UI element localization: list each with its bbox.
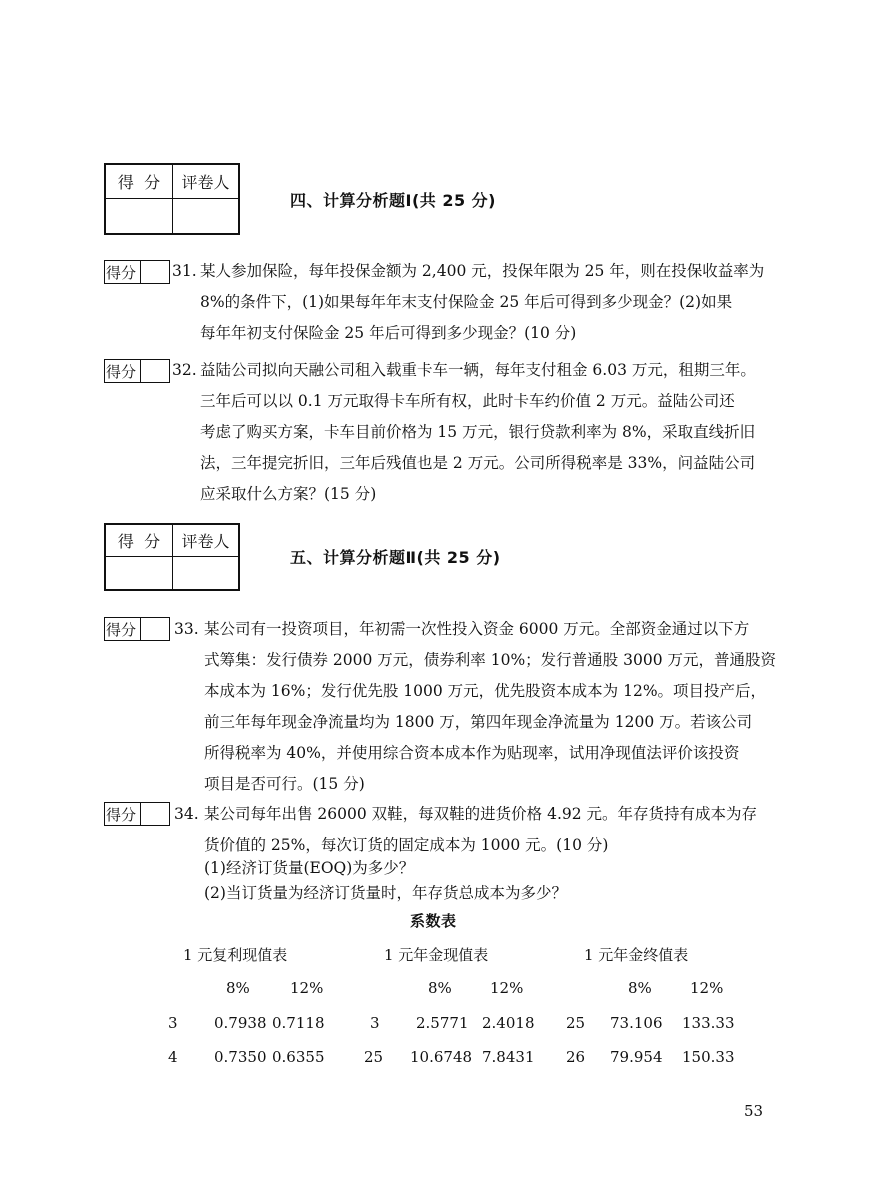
q33-line: 本成本为 16%；发行优先股 1000 万元，优先股资本成本为 12%。项目投产后， — [204, 682, 767, 700]
q32-line: 考虑了购买方案，卡车目前价格为 15 万元，银行贷款利率为 8%，采取直线折旧 — [200, 423, 756, 441]
q32-line: 法，三年提完折旧，三年后残值也是 2 万元。公司所得税率是 33%，问益陆公司 — [200, 454, 756, 472]
score-tag-box[interactable] — [140, 359, 170, 383]
value-cell: 7.8431 — [482, 1048, 535, 1066]
value-cell: 0.7938 — [214, 1014, 267, 1032]
value-cell: 73.106 — [610, 1014, 663, 1032]
q33-line: 所得税率为 40%，并使用综合资本成本作为贴现率，试用净现值法评价该投资 — [204, 744, 740, 762]
q33-line: 式筹集：发行债券 2000 万元，债券利率 10%；发行普通股 3000 万元，普通股资 — [204, 651, 776, 669]
value-cell: 133.33 — [682, 1014, 735, 1032]
score-cell[interactable] — [105, 556, 173, 590]
q34-sub2: (2)当订货量为经济订货量时，年存货总成本为多少？ — [204, 884, 567, 902]
q33-line: 某公司有一投资项目，年初需一次性投入资金 6000 万元。全部资金通过以下方 — [204, 620, 750, 638]
rate-header: 8% — [226, 979, 250, 997]
value-cell: 0.7350 — [214, 1048, 267, 1066]
rate-header: 12% — [490, 979, 524, 997]
score-tag-label: 得分 — [104, 617, 140, 641]
q31-number: 31. — [172, 262, 197, 280]
period-cell: 4 — [168, 1048, 178, 1066]
q32-line: 益陆公司拟向天融公司租入载重卡车一辆，每年支付租金 6.03 万元，租期三年。 — [200, 361, 756, 379]
score-label: 得 分 — [105, 164, 173, 198]
grader-cell[interactable] — [173, 198, 240, 234]
q34-line: 货价值的 25%，每次订货的固定成本为 1000 元。(10 分) — [204, 836, 609, 854]
coef-table-title: 系数表 — [410, 912, 457, 930]
score-label: 得 分 — [105, 524, 173, 556]
section5-title: 五、计算分析题Ⅱ(共 25 分) — [290, 548, 501, 567]
value-cell: 0.6355 — [272, 1048, 325, 1066]
score-tag-box[interactable] — [140, 802, 170, 826]
q34-number: 34. — [174, 805, 199, 823]
period-cell: 25 — [566, 1014, 586, 1032]
group-title: 1 元年金终值表 — [584, 946, 689, 964]
rate-header: 8% — [628, 979, 652, 997]
q33-text — [204, 614, 814, 800]
q33-line: 项目是否可行。(15 分) — [204, 775, 365, 793]
value-cell: 79.954 — [610, 1048, 663, 1066]
group-title: 1 元年金现值表 — [384, 946, 489, 964]
value-cell: 2.4018 — [482, 1014, 535, 1032]
score-tag-label: 得分 — [104, 359, 140, 383]
score-tag-box[interactable] — [140, 260, 170, 284]
score-tag-label: 得分 — [104, 802, 140, 826]
q34-line: 某公司每年出售 26000 双鞋，每双鞋的进货价格 4.92 元。年存货持有成本为存 — [204, 805, 758, 823]
score-box-section4 — [104, 163, 240, 235]
q32-line: 三年后可以以 0.1 万元取得卡车所有权，此时卡车约价值 2 万元。益陆公司还 — [200, 392, 735, 410]
q34-text — [204, 799, 814, 861]
q31-line: 8%的条件下，(1)如果每年年末支付保险金 25 年后可得到多少现金？(2)如果 — [200, 293, 733, 311]
period-cell: 3 — [168, 1014, 178, 1032]
score-tag-box[interactable] — [140, 617, 170, 641]
score-box-section5 — [104, 523, 240, 591]
q32-line: 应采取什么方案？(15 分) — [200, 485, 377, 503]
rate-header: 8% — [428, 979, 452, 997]
value-cell: 0.7118 — [272, 1014, 325, 1032]
period-cell: 26 — [566, 1048, 586, 1066]
group-title: 1 元复利现值表 — [183, 946, 288, 964]
q31-line: 某人参加保险，每年投保金额为 2,400 元，投保年限为 25 年，则在投保收益率为 — [200, 262, 765, 280]
grader-label: 评卷人 — [173, 164, 240, 198]
value-cell: 10.6748 — [410, 1048, 473, 1066]
q33-number: 33. — [174, 620, 199, 638]
value-cell: 150.33 — [682, 1048, 735, 1066]
score-tag-label: 得分 — [104, 260, 140, 284]
rate-header: 12% — [290, 979, 324, 997]
q32-number: 32. — [172, 361, 197, 379]
section4-title: 四、计算分析题Ⅰ(共 25 分) — [290, 191, 496, 210]
value-cell: 2.5771 — [416, 1014, 469, 1032]
q31-text — [200, 256, 810, 349]
score-cell[interactable] — [105, 198, 173, 234]
period-cell: 25 — [364, 1048, 384, 1066]
grader-label: 评卷人 — [173, 524, 240, 556]
q32-text — [200, 355, 810, 510]
q31-line: 每年年初支付保险金 25 年后可得到多少现金？(10 分) — [200, 324, 577, 342]
q34-sub1: (1)经济订货量(EOQ)为多少？ — [204, 859, 415, 877]
period-cell: 3 — [370, 1014, 380, 1032]
page-number: 53 — [744, 1102, 764, 1120]
rate-header: 12% — [690, 979, 724, 997]
grader-cell[interactable] — [173, 556, 240, 590]
q33-line: 前三年每年现金净流量均为 1800 万，第四年现金净流量为 1200 万。若该公司 — [204, 713, 753, 731]
